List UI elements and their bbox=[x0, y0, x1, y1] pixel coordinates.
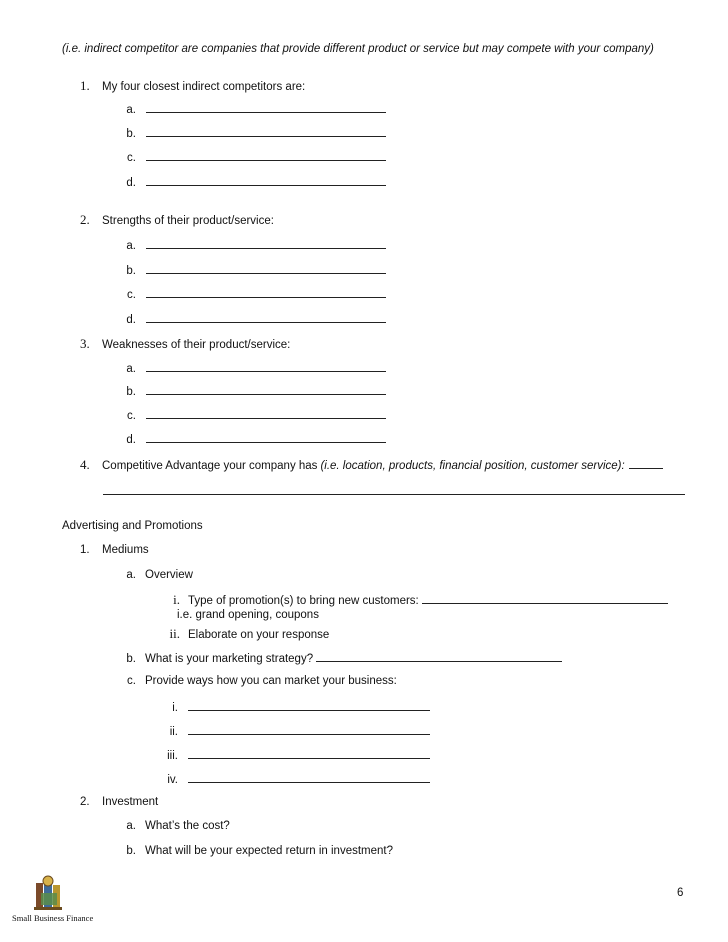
blank-line[interactable] bbox=[146, 408, 386, 419]
answer-line-a[interactable] bbox=[118, 102, 386, 116]
answer-line-a[interactable] bbox=[118, 361, 386, 375]
blank-line[interactable] bbox=[146, 361, 386, 372]
blank-line[interactable] bbox=[146, 263, 386, 274]
answer-line-d[interactable] bbox=[118, 312, 386, 326]
ways-line-iii[interactable] bbox=[150, 748, 430, 762]
logo bbox=[12, 873, 94, 925]
roman-number: ii. bbox=[169, 726, 178, 738]
mediums-item bbox=[80, 544, 149, 556]
blank-line[interactable] bbox=[146, 432, 386, 443]
blank-line[interactable] bbox=[146, 102, 386, 113]
blank-line[interactable] bbox=[146, 384, 386, 395]
blank-line[interactable] bbox=[188, 724, 430, 735]
list-letter: b. bbox=[126, 845, 136, 857]
list-label: Provide ways how you can market your business: bbox=[145, 675, 397, 687]
list-number: 1. bbox=[80, 544, 90, 556]
question-1 bbox=[80, 78, 305, 94]
answer-line-a[interactable] bbox=[118, 238, 386, 252]
intro-note: (i.e. indirect competitor are companies that provide different product or service but may compete with your company) bbox=[62, 43, 654, 55]
blank-line[interactable] bbox=[316, 651, 562, 662]
blank-line[interactable] bbox=[146, 238, 386, 249]
blank-line[interactable] bbox=[146, 312, 386, 323]
list-label: What is your marketing strategy? bbox=[145, 653, 314, 665]
return-item bbox=[118, 845, 393, 857]
sub-item-i bbox=[150, 592, 668, 608]
logo-graphic-icon bbox=[12, 873, 86, 913]
page-number: 6 bbox=[677, 887, 684, 899]
list-letter: d. bbox=[126, 434, 136, 446]
list-letter: a. bbox=[126, 240, 136, 252]
list-letter: a. bbox=[126, 363, 136, 375]
blank-line[interactable] bbox=[146, 126, 386, 137]
list-letter: c. bbox=[127, 675, 136, 687]
blank-line[interactable] bbox=[188, 748, 430, 759]
blank-line[interactable] bbox=[146, 175, 386, 186]
answer-line-b[interactable] bbox=[118, 263, 386, 277]
blank-line[interactable] bbox=[146, 150, 386, 161]
list-label: Mediums bbox=[102, 544, 149, 556]
question-number: 1. bbox=[80, 78, 90, 93]
list-letter: a. bbox=[126, 569, 136, 581]
cost-item bbox=[118, 820, 230, 832]
list-label: Type of promotion(s) to bring new customers: bbox=[188, 595, 419, 607]
list-letter: c. bbox=[127, 410, 136, 422]
sub-item-note: i.e. grand opening, coupons bbox=[177, 609, 319, 621]
blank-line[interactable] bbox=[422, 593, 668, 604]
question-3 bbox=[80, 336, 290, 352]
question-2 bbox=[80, 212, 274, 228]
list-letter: b. bbox=[126, 265, 136, 277]
list-label: Elaborate on your response bbox=[188, 629, 330, 641]
answer-line-d[interactable] bbox=[118, 432, 386, 446]
list-letter: a. bbox=[126, 104, 136, 116]
list-letter: b. bbox=[126, 128, 136, 140]
question-hint: (i.e. location, products, financial position, customer service): bbox=[320, 460, 625, 472]
list-letter: c. bbox=[127, 152, 136, 164]
question-number: 3. bbox=[80, 336, 90, 351]
roman-number: iv. bbox=[167, 774, 178, 786]
roman-number: i. bbox=[173, 592, 180, 607]
list-label: Investment bbox=[102, 796, 159, 808]
list-label: Overview bbox=[145, 569, 193, 581]
blank-line[interactable] bbox=[146, 287, 386, 298]
list-letter: d. bbox=[126, 314, 136, 326]
list-letter: a. bbox=[126, 820, 136, 832]
question-text: Weaknesses of their product/service: bbox=[102, 339, 291, 351]
list-letter: b. bbox=[126, 386, 136, 398]
question-number: 4. bbox=[80, 457, 90, 472]
list-number: 2. bbox=[80, 796, 90, 808]
answer-line-c[interactable] bbox=[118, 408, 386, 422]
blank-line-full[interactable] bbox=[103, 484, 685, 495]
ways-line-ii[interactable] bbox=[150, 724, 430, 738]
list-label: What will be your expected return in investment? bbox=[145, 845, 394, 857]
ways-line-i[interactable] bbox=[150, 700, 430, 714]
blank-line[interactable] bbox=[188, 772, 430, 783]
answer-line-c[interactable] bbox=[118, 287, 386, 301]
question-text: Strengths of their product/service: bbox=[102, 215, 274, 227]
answer-line-d[interactable] bbox=[118, 175, 386, 189]
roman-number: iii. bbox=[167, 750, 178, 762]
answer-line-b[interactable] bbox=[118, 384, 386, 398]
sub-item-ii bbox=[150, 626, 329, 642]
blank-line[interactable] bbox=[629, 458, 663, 469]
blank-line[interactable] bbox=[188, 700, 430, 711]
answer-line-b[interactable] bbox=[118, 126, 386, 140]
list-letter: b. bbox=[126, 653, 136, 665]
answer-line-c[interactable] bbox=[118, 150, 386, 164]
question-number: 2. bbox=[80, 212, 90, 227]
investment-item bbox=[80, 796, 158, 808]
strategy-item bbox=[118, 651, 562, 665]
roman-number: i. bbox=[172, 702, 178, 714]
section-heading: Advertising and Promotions bbox=[62, 520, 203, 532]
roman-number: ii. bbox=[169, 626, 180, 641]
question-text: Competitive Advantage your company has bbox=[102, 460, 318, 472]
ways-line-iv[interactable] bbox=[150, 772, 430, 786]
ways-item bbox=[118, 675, 397, 687]
question-4 bbox=[80, 457, 663, 473]
list-label: What’s the cost? bbox=[145, 820, 230, 832]
overview-item bbox=[118, 569, 193, 581]
logo-text: Small Business Finance bbox=[12, 913, 94, 923]
list-letter: d. bbox=[126, 177, 136, 189]
question-text: My four closest indirect competitors are: bbox=[102, 81, 306, 93]
list-letter: c. bbox=[127, 289, 136, 301]
